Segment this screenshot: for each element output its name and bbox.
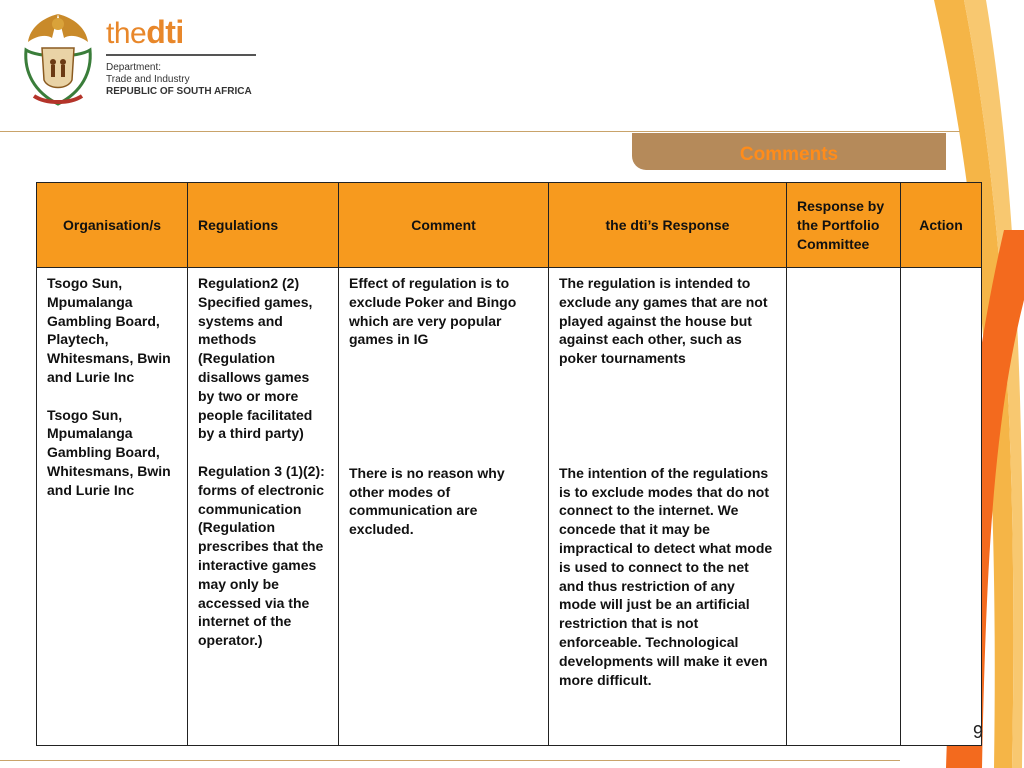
organisation-entry-1: Tsogo Sun, Mpumalanga Gambling Board, Playtech, Whitesmans, Bwin and Lurie Inc	[47, 275, 171, 385]
cell-organisation	[37, 268, 188, 746]
department-line-2: Trade and Industry	[106, 74, 190, 85]
header-organisation: Organisation/s	[37, 183, 188, 268]
cell-portfolio-response	[787, 268, 901, 746]
page-number: 9	[973, 722, 984, 742]
header-action: Action	[901, 183, 982, 268]
department-line-1: Department:	[106, 62, 162, 73]
header-dti-response: the dti’s Response	[549, 183, 787, 268]
header-divider	[0, 131, 960, 132]
regulation-entry-1: Regulation2 (2) Specified games, systems and methods (Regulation disallows games by two or more people facilitated by a third party)	[198, 275, 313, 442]
comment-entry-2: There is no reason why other modes of communication are excluded.	[349, 464, 505, 538]
header-portfolio-response: Response by the Portfolio Committee	[787, 183, 901, 268]
table-header-row	[37, 183, 982, 268]
footer-divider	[0, 760, 900, 761]
brand-the: the	[106, 17, 147, 50]
dti-response-entry-1: The regulation is intended to exclude any games that are not played against the house but against each other, such as poker tournaments	[559, 275, 768, 367]
comments-table	[36, 182, 982, 746]
regulation-entry-2: Regulation 3 (1)(2): forms of electronic communication (Regulation prescribes that the interactive games may only be accessed via the internet of the operator.)	[198, 462, 325, 649]
brand-divider	[106, 54, 256, 56]
table-row	[37, 268, 982, 746]
cell-regulations	[188, 268, 339, 746]
department-line-3: REPUBLIC OF SOUTH AFRICA	[106, 86, 252, 97]
dti-logo	[22, 10, 262, 110]
cell-dti-response	[549, 268, 787, 746]
section-title: Comments	[739, 144, 839, 165]
comment-entry-1: Effect of regulation is to exclude Poker and Bingo which are very popular games in IG	[349, 275, 517, 348]
south-africa-coat-of-arms-icon	[22, 10, 94, 108]
brand-wordmark	[106, 14, 184, 51]
department-text	[106, 62, 252, 98]
brand-dti: dti	[146, 14, 184, 50]
cell-comment	[339, 268, 549, 746]
organisation-entry-2: Tsogo Sun, Mpumalanga Gambling Board, Whitesmans, Bwin and Lurie Inc	[47, 406, 171, 498]
header-regulations: Regulations	[188, 183, 339, 268]
cell-action	[901, 268, 982, 746]
dti-response-entry-2: The intention of the regulations is to exclude modes that do not connect to the internet. We concede that it may be impractical to detect what mode is used to connect to the net and thus restriction of any mode will just be an artificial restriction that is not enforceable. Technological developments will make it even more difficult.	[559, 464, 773, 688]
header-comment: Comment	[339, 183, 549, 268]
